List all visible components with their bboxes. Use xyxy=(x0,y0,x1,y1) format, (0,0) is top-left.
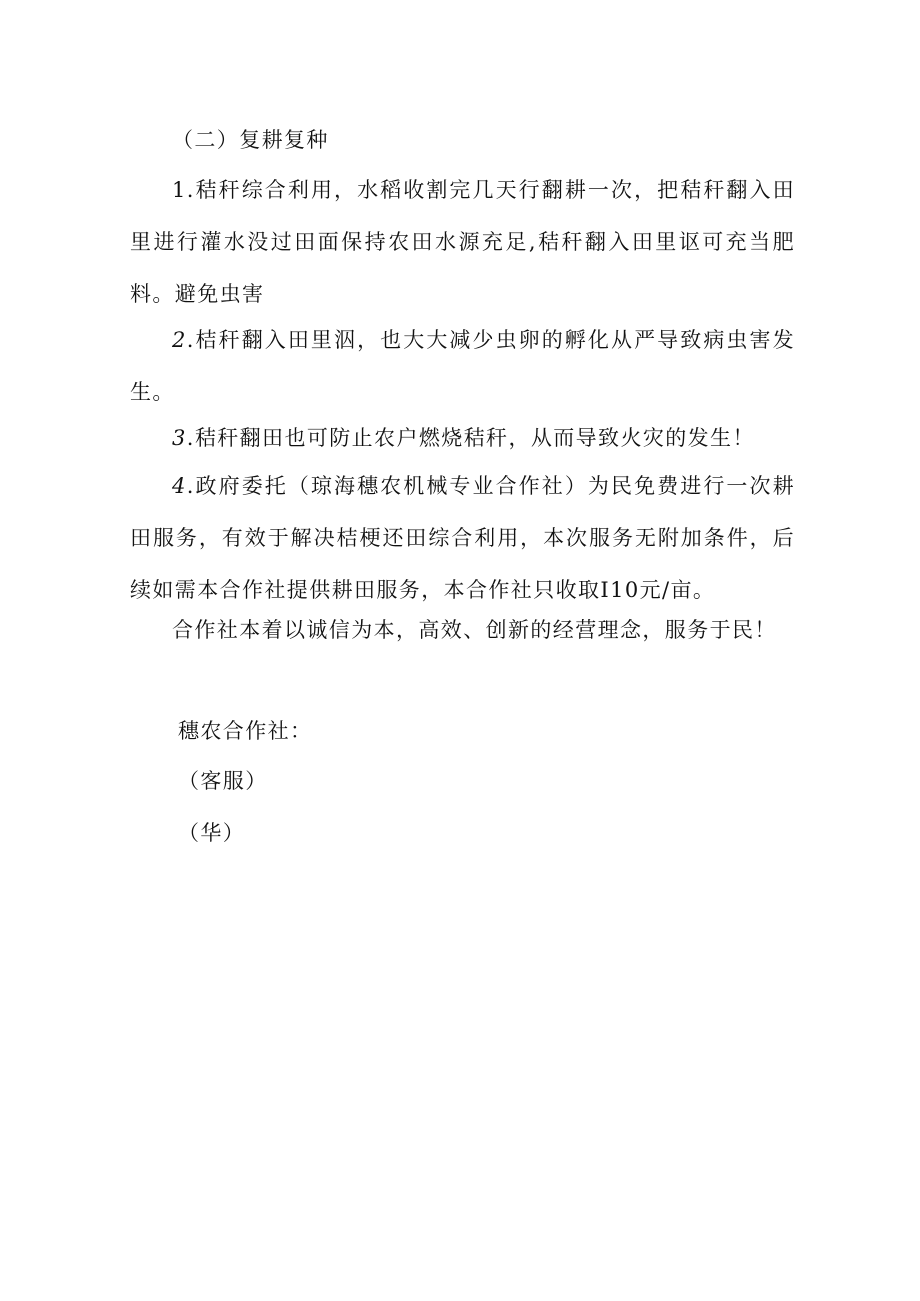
item-3-text: .秸秆翻田也可防止农户燃烧秸秆，从而导致火灾的发生！ xyxy=(186,426,755,450)
item-1 xyxy=(130,164,795,320)
section-heading-text: （二）复耕复种 xyxy=(172,128,329,152)
item-3 xyxy=(130,412,795,464)
section-heading xyxy=(130,114,795,166)
item-3-number: 3 xyxy=(172,426,187,450)
item-1-number: 1. xyxy=(172,178,195,202)
item-2 xyxy=(130,314,795,418)
signature-line-1: （客服） xyxy=(178,769,268,793)
item-4-text: .政府委托（琼海穗农机械专业合作社）为民免费进行一次耕田服务，有效于解决桔梗还田综合利用，本次服务无附加条件，后续如需本合作社提供耕田服务，本合作社只收取I10元/亩。 xyxy=(130,474,795,602)
item-2-text: .桔秆翻入田里泅，也大大减少虫卵的孵化从严导致病虫害发生。 xyxy=(130,328,795,404)
closing-statement xyxy=(130,604,795,656)
item-4 xyxy=(130,460,795,616)
signature-org: 穗农合作社： xyxy=(178,719,313,743)
signature-line-2: （华） xyxy=(178,821,246,845)
item-1-text: 秸秆综合利用，水稻收割完几天行翻耕一次，把秸秆翻入田里进行灌水没过田面保持农田水源充足,秸秆翻入田里讴可充当肥料。避免虫害 xyxy=(130,178,795,306)
closing-text: 合作社本着以诚信为本，高效、创新的经营理念，服务于民！ xyxy=(172,618,777,642)
item-2-number: 2 xyxy=(172,328,187,352)
item-4-number: 4 xyxy=(172,474,187,498)
